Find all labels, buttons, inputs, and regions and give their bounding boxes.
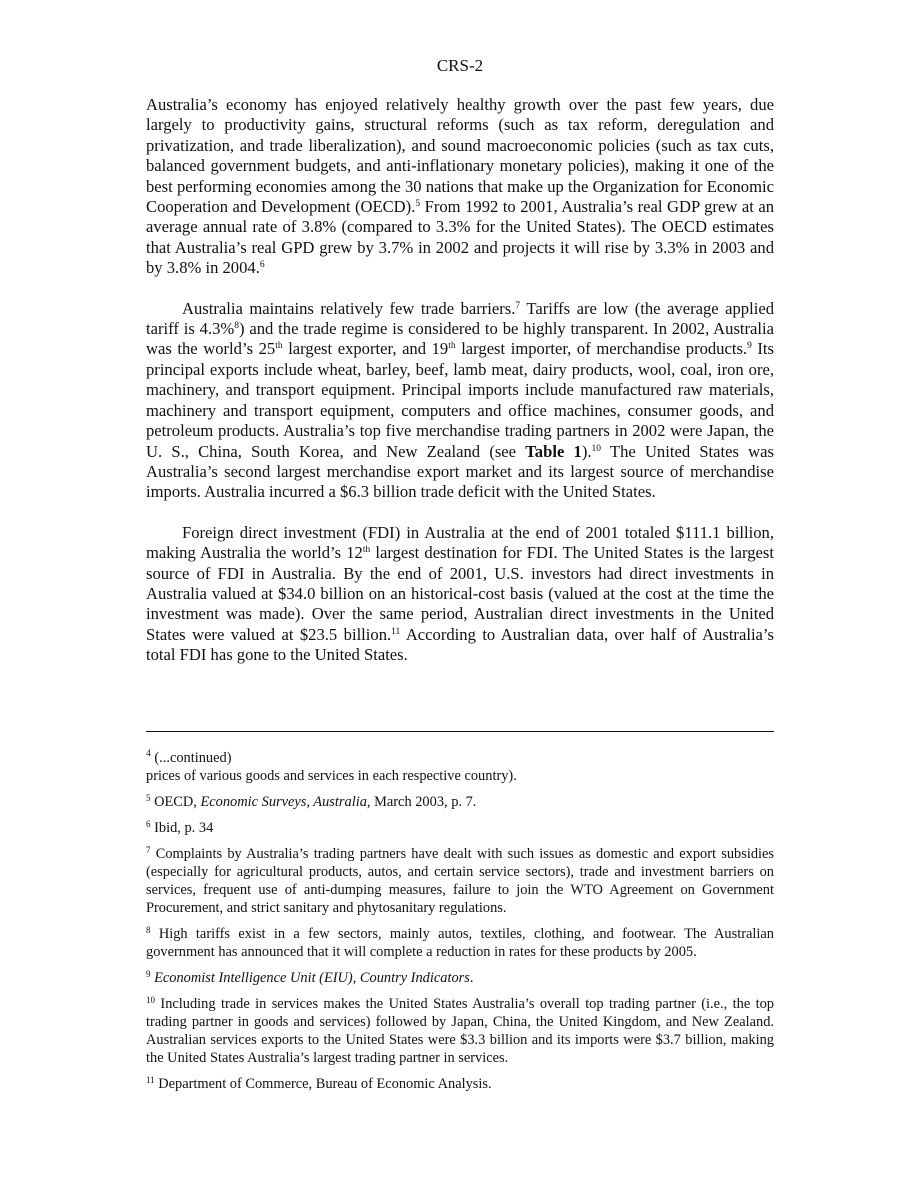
paragraph-text: Foreign direct investment (FDI) in Australia at the end of 2001 totaled $111.1 billion, making Australia the world’s 12 [146, 522, 774, 563]
paragraph-text: Its principal exports include wheat, barley, beef, lamb meat, dairy products, wool, coal, iron ore, machinery, and transport equipment. Principal imports include manufactured raw materials, machinery and transport equipment, computers and office machines, consumer goods, and petroleum products. Australia’s top five merchandise trading partners in 2002 were Japan, the U. S., China, South Korea, and New Zealand (see [146, 339, 774, 461]
footnote-number: 11 [146, 1075, 155, 1085]
publication-title: Economist Intelligence Unit (EIU), Country Indicators [154, 970, 470, 986]
footnote-number: 7 [146, 845, 151, 855]
footnote-7 [146, 845, 774, 917]
footnote-ref[interactable]: 11 [391, 626, 401, 637]
footnote-text: OECD, [154, 794, 201, 810]
footnote-divider [146, 731, 774, 732]
footnote-9 [146, 969, 774, 987]
footnote-ref[interactable]: 9 [747, 341, 752, 352]
paragraph-trade [146, 299, 774, 503]
footnote-number: 6 [146, 819, 151, 829]
footnote-number: 8 [146, 925, 151, 935]
paragraph-text: From 1992 to 2001, Australia’s real GDP grew at an average annual rate of 3.8% (compared to 3.3% for the United States). The OECD estimates that Australia’s real GPD grew by 3.7% in 2002 and projects it will rise by 3.3% in 2003 and by 3.8% in 2004. [146, 197, 774, 278]
publication-title: Economic Surveys, Australia [200, 794, 367, 810]
footnote-ref[interactable]: 10 [591, 443, 602, 454]
page-header [0, 55, 920, 77]
paragraph-text: largest importer, of merchandise products. [455, 339, 748, 359]
footnote-ref[interactable]: 5 [415, 199, 421, 210]
footnote-ref[interactable]: 6 [259, 260, 265, 271]
body-text [146, 95, 774, 686]
paragraph-text: largest destination for FDI. The United States is the largest source of FDI in Australia. By the end of 2001, U.S. investors had direct investments in Australia valued at $34.0 billion on an historical-cost basis (valued at the cost at the time the investment was made). Over the same period, Australian direct investments in the United States were valued at $23.5 billion. [146, 543, 774, 644]
page-label: CRS-2 [436, 56, 484, 75]
footnote-ref[interactable]: 7 [515, 300, 521, 311]
footnote-5 [146, 793, 774, 811]
table-reference[interactable]: Table 1 [525, 441, 582, 461]
footnote-number: 5 [146, 793, 151, 803]
footnotes-section [146, 749, 774, 1101]
footnote-4-continued [146, 749, 774, 785]
footnote-text: Including trade in services makes the United States Australia’s overall top trading partner (i.e., the top trading partner in goods and services) followed by Japan, China, the United Kingdom, and New Zealand. Australian services exports to the United States were $3.3 billion and its imports were $3.7 billion, making the United States Australia’s largest trading partner in services. [146, 996, 774, 1066]
footnote-text: High tariffs exist in a few sectors, mainly autos, textiles, clothing, and footwear. The Australian government has announced that it will complete a reduction in rates for these products by 2005. [146, 926, 774, 960]
footnote-text: Department of Commerce, Bureau of Economic Analysis. [158, 1076, 492, 1092]
paragraph-text: Australia’s economy has enjoyed relatively healthy growth over the past few years, due largely to productivity gains, structural reforms (such as tax reform, deregulation and privatization, and trade liberalization), and sound macroeconomic policies (such as tax cuts, balanced government budgets, and anti-inflationary monetary policies), making it one of the best performing economies among the 30 nations that make up the Organization for Economic Cooperation and Development (OECD). [146, 95, 774, 217]
footnote-6 [146, 819, 774, 837]
footnote-text: . [469, 970, 474, 986]
footnote-8 [146, 925, 774, 961]
footnote-text: , March 2003, p. 7. [366, 794, 477, 810]
footnote-11 [146, 1075, 774, 1093]
paragraph-economy [146, 95, 774, 279]
continued-label: (...continued) [154, 750, 232, 766]
footnote-text: Ibid, p. 34 [154, 820, 214, 836]
paragraph-text: Tariffs are low (the average applied tariff is 4.3% [146, 298, 774, 339]
paragraph-text: The United States was Australia’s second largest merchandise export market and its largest source of merchandise imports. Australia incurred a $6.3 billion trade deficit with the United States. [146, 441, 774, 502]
footnote-text: Complaints by Australia’s trading partners have dealt with such issues as domestic and export subsidies (especially for agricultural products, autos, and certain service sectors), trade and investment barriers on services, frequent use of anti-dumping measures, failure to join the WTO Agreement on Government Procurement, and strict sanitary and phytosanitary regulations. [146, 846, 774, 916]
footnote-number: 9 [146, 969, 151, 979]
ordinal-suffix: th [275, 341, 283, 352]
footnote-text: prices of various goods and services in each respective country). [146, 768, 517, 784]
paragraph-text: Australia maintains relatively few trade barriers. [182, 298, 516, 318]
footnote-ref[interactable]: 8 [234, 321, 239, 332]
ordinal-suffix: th [448, 341, 456, 352]
footnote-10 [146, 995, 774, 1067]
paragraph-text: According to Australian data, over half of Australia’s total FDI has gone to the United States. [146, 624, 774, 665]
footnote-number: 4 [146, 749, 151, 759]
paragraph-text: ) and the trade regime is considered to be highly transparent. In 2002, Australia was the world’s 25 [146, 319, 774, 359]
paragraph-text: ). [581, 441, 592, 461]
paragraph-fdi [146, 523, 774, 666]
ordinal-suffix: th [362, 545, 371, 556]
footnote-number: 10 [146, 995, 155, 1005]
paragraph-text: largest exporter, and 19 [282, 339, 449, 359]
